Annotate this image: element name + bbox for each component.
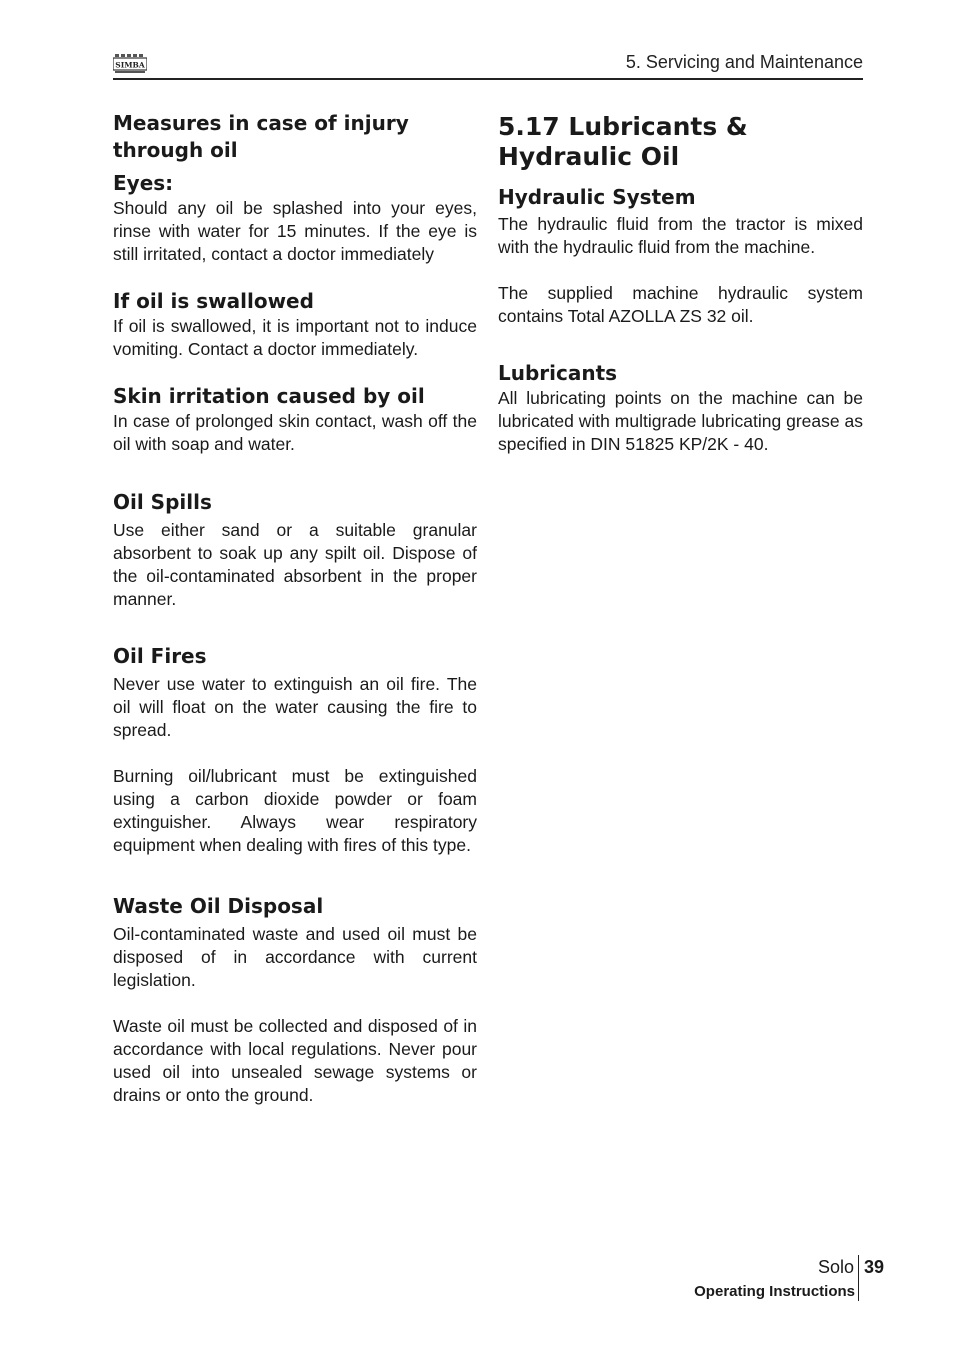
section-title-line2: Hydraulic Oil xyxy=(498,142,680,171)
skin-heading: Skin irritation caused by oil xyxy=(113,384,425,408)
eyes-heading: Eyes: xyxy=(113,171,174,195)
waste-text-2: Waste oil must be collected and disposed of in accordance with local regulations. Never pour used oil into unsealed sewage systems or drains or onto the ground. xyxy=(113,1016,477,1105)
right-column xyxy=(498,110,863,456)
eyes-text: Should any oil be splashed into your eyes, rinse with water for 15 minutes. If the eye is still irritated, contact a doctor immediately xyxy=(113,198,477,264)
spills-text: Use either sand or a suitable granular absorbent to soak up any spilt oil. Dispose of the oil-contaminated absorbent in the proper manner. xyxy=(113,520,477,609)
simba-logo-icon xyxy=(113,54,147,74)
swallowed-heading: If oil is swallowed xyxy=(113,289,314,313)
hydraulic-text-2: The supplied machine hydraulic system contains Total AZOLLA ZS 32 oil. xyxy=(498,283,863,326)
hydraulic-heading: Hydraulic System xyxy=(498,185,696,209)
lubricants-heading: Lubricants xyxy=(498,361,618,385)
footer-subtitle: Operating Instructions xyxy=(694,1283,855,1300)
injury-heading: Measures in case of injury through oil xyxy=(113,111,409,162)
fires-heading: Oil Fires xyxy=(113,644,207,668)
lubricants-text: All lubricating points on the machine can be lubricated with multigrade lubricating grease as specified in DIN 51825 KP/2K - 40. xyxy=(498,388,863,454)
waste-heading: Waste Oil Disposal xyxy=(113,894,324,918)
section-reference: 5. Servicing and Maintenance xyxy=(625,52,863,72)
svg-text:SIMBA: SIMBA xyxy=(115,60,145,70)
page-header xyxy=(113,50,863,80)
fires-text-2: Burning oil/lubricant must be extinguished using a carbon dioxide powder or foam extinguisher. Always wear respiratory equipment when dealing with fires of this type. xyxy=(113,766,477,855)
waste-text-1: Oil-contaminated waste and used oil must be disposed of in accordance with current legislation. xyxy=(113,924,477,990)
product-name: Solo xyxy=(817,1257,854,1277)
left-column xyxy=(113,110,477,1107)
page-number: 39 xyxy=(864,1257,885,1277)
footer-divider xyxy=(858,1255,859,1301)
spills-heading: Oil Spills xyxy=(113,490,212,514)
hydraulic-text-1: The hydraulic fluid from the tractor is mixed with the hydraulic fluid from the machine. xyxy=(498,214,863,257)
section-title-line1: 5.17 Lubricants & xyxy=(498,112,748,141)
swallowed-text: If oil is swallowed, it is important not to induce vomiting. Contact a doctor immediately. xyxy=(113,316,477,359)
section-title xyxy=(498,112,863,172)
page-footer xyxy=(640,1255,886,1301)
skin-text: In case of prolonged skin contact, wash off the oil with soap and water. xyxy=(113,411,477,454)
fires-text-1: Never use water to extinguish an oil fire. The oil will float on the water causing the fire to spread. xyxy=(113,674,477,740)
